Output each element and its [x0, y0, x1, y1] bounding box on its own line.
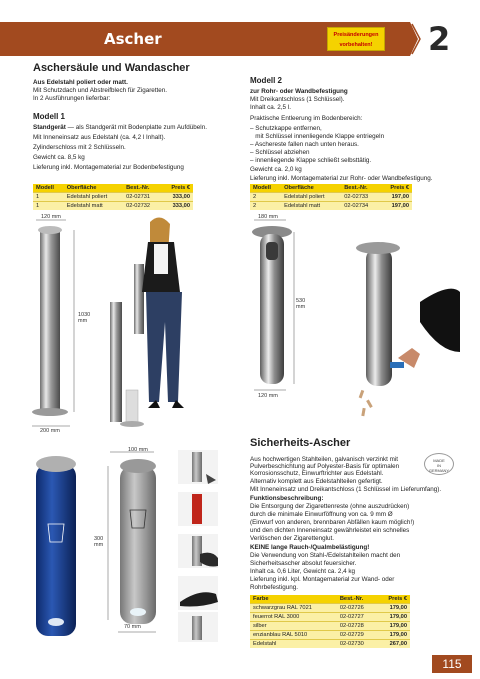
- table-row: [250, 631, 410, 640]
- model1-line-3: Zylinderschloss mit 2 Schlüsseln.: [33, 144, 126, 151]
- badge-line-1: Preisänderungen: [333, 32, 379, 38]
- table-cell: 333,00: [161, 193, 193, 202]
- model1-line-2: Mit Inneneinsatz aus Edelstahl (ca. 4,2 l Inhalt).: [33, 134, 166, 141]
- table-cell: 2: [250, 202, 281, 211]
- table-cell: 267,00: [377, 640, 410, 649]
- table-cell: Edelstahl matt: [64, 202, 123, 211]
- smoke-line-4: Lieferung inkl. kpl. Montagematerial zur Wand- oder: [250, 576, 395, 583]
- table2-header-model: Modell: [250, 184, 281, 193]
- smoke-title: KEINE lange Rauch-/Qualmbelästigung!: [250, 544, 370, 551]
- table-cell: enzianblau RAL 5010: [250, 631, 337, 640]
- safety-line-5: Mit Inneneinsatz und Dreikantschloss (1 Schlüssel im Lieferumfang).: [250, 486, 442, 493]
- made-in-germany-seal: [424, 453, 454, 475]
- emptying-line-5: – innenliegende Klappe schließt selbsttätig.: [250, 157, 372, 164]
- seal-line-3: GERMANY: [428, 468, 450, 473]
- table3-header-color: Farbe: [250, 595, 337, 604]
- table-row: [250, 202, 412, 211]
- dimension-top-left: 120 mm: [41, 214, 61, 220]
- safety-line-1: Aus hochwertigen Stahlteilen, galvanisch verzinkt mit: [250, 456, 399, 463]
- intro-line-1: Mit Schutzdach und Abstreifblech für Zigaretten.: [33, 87, 168, 94]
- table-cell: 02-02728: [337, 622, 377, 631]
- function-line-1: Die Entsorgung der Zigarettenreste (ohne auszudrücken): [250, 503, 410, 510]
- table-cell: Edelstahl poliert: [64, 193, 123, 202]
- page-title: Ascher: [104, 30, 162, 48]
- safety-line-4: Alternativ komplett aus Edelstahlteilen gefertigt.: [250, 478, 383, 485]
- table-cell: schwarzgrau RAL 7021: [250, 604, 337, 613]
- table-cell: 02-02726: [337, 604, 377, 613]
- safety-line-2: Pulverbeschichtung auf Polyester-Basis für optimalen: [250, 463, 400, 470]
- price-table-safety: [250, 595, 410, 648]
- table1-header-surface: Oberfläche: [64, 184, 123, 193]
- table-cell: 02-02727: [337, 613, 377, 622]
- table-row: [33, 202, 193, 211]
- table-cell: 333,00: [161, 202, 193, 211]
- price-table-model1: [33, 184, 193, 210]
- table-cell: 197,00: [380, 193, 412, 202]
- smoke-line-2: Sicherheitsascher absolut feuersicher.: [250, 560, 357, 567]
- function-line-2: durch die minimale Einwurföffnung von ca. 9 mm Ø: [250, 511, 393, 518]
- table-cell: 02-02734: [341, 202, 380, 211]
- function-line-5: Verlöschen der Zigarettenglut.: [250, 535, 335, 542]
- model2-weight: Gewicht ca. 2,0 kg: [250, 166, 302, 173]
- smoke-line-5: Rohrbefestigung.: [250, 584, 298, 591]
- smoke-line-1: Die Verwendung von Stahl-/Edelstahlteilen macht den: [250, 552, 401, 559]
- table-row: [250, 193, 412, 202]
- section-title-left: Aschersäule und Wandascher: [33, 62, 190, 74]
- model2-line-2: Mit Dreikantschloss (1 Schlüssel).: [250, 96, 345, 103]
- seal-line-1: MADE: [433, 458, 445, 463]
- emptying-line-3: – Aschereste fallen nach unten heraus.: [250, 141, 359, 148]
- ashtray-column-photo: [30, 212, 230, 437]
- header-bar: [0, 22, 480, 56]
- table2-header-price: Preis €: [380, 184, 412, 193]
- smoke-line-3: Inhalt ca. 0,6 Liter, Gewicht ca. 2,4 kg: [250, 568, 356, 575]
- table3-header-price: Preis €: [377, 595, 410, 604]
- emptying-line-1: – Schutzkappe entfernen,: [250, 125, 322, 132]
- dimension-top-safety: 100 mm: [128, 447, 148, 453]
- table-cell: 179,00: [377, 622, 410, 631]
- table-cell: Edelstahl matt: [281, 202, 341, 211]
- table-cell: 02-02732: [123, 202, 161, 211]
- intro-bold: Aus Edelstahl poliert oder matt.: [33, 79, 128, 86]
- table-cell: 02-02733: [341, 193, 380, 202]
- table-cell: 1: [33, 193, 64, 202]
- table-cell: feuerrot RAL 3000: [250, 613, 337, 622]
- seal-line-2: IN: [437, 463, 441, 468]
- dimension-height-left: 1030 mm: [78, 312, 91, 324]
- table-row: [33, 193, 193, 202]
- table-cell: 1: [33, 202, 64, 211]
- dimension-height-right: 530 mm: [296, 298, 306, 310]
- intro-line-2: In 2 Ausführungen lieferbar:: [33, 95, 111, 102]
- table-cell: 179,00: [377, 631, 410, 640]
- table-cell: 197,00: [380, 202, 412, 211]
- table3-header-number: Best.-Nr.: [337, 595, 377, 604]
- safety-ashtray-photos: [30, 444, 240, 644]
- dimension-base-safety: 70 mm: [124, 624, 141, 630]
- model2-title: Modell 2: [250, 76, 283, 85]
- table-row: [250, 640, 410, 649]
- dimension-base-right: 120 mm: [258, 393, 278, 399]
- dimension-base-left: 200 mm: [40, 428, 60, 434]
- table-cell: 02-02729: [337, 631, 377, 640]
- table-cell: Edelstahl poliert: [281, 193, 341, 202]
- model2-delivery: Lieferung inkl. Montagematerial zur Rohr- oder Wandbefestigung.: [250, 175, 433, 182]
- badge-line-2: vorbehalten!: [339, 42, 373, 48]
- emptying-title: Praktische Entleerung im Bodenbereich:: [250, 115, 363, 122]
- model1-line-5: Lieferung inkl. Montagematerial zur Bodenbefestigung: [33, 164, 184, 171]
- table-cell: 179,00: [377, 604, 410, 613]
- table1-header-model: Modell: [33, 184, 64, 193]
- emptying-line-4: – Schlüssel abziehen: [250, 149, 310, 156]
- dimension-top-right: 180 mm: [258, 214, 278, 220]
- table-cell: Edelstahl: [250, 640, 337, 649]
- table-row: [250, 613, 410, 622]
- table-cell: silber: [250, 622, 337, 631]
- price-notice-badge: [327, 27, 385, 51]
- function-line-3: (Einwurf von anderen, brennbaren Abfällen kaum möglich!): [250, 519, 415, 526]
- function-line-4: und den dichten Inneneinsatz gewährleistet ein schnelles: [250, 527, 410, 534]
- model2-line-3: Inhalt ca. 2,5 l.: [250, 104, 291, 111]
- table-cell: 02-02731: [123, 193, 161, 202]
- model1-line-4: Gewicht ca. 8,5 kg: [33, 154, 85, 161]
- model1-line-1: Standgerät — als Standgerät mit Bodenplatte zum Aufdübeln.: [33, 124, 207, 131]
- table1-header-price: Preis €: [161, 184, 193, 193]
- table1-header-number: Best.-Nr.: [123, 184, 161, 193]
- safety-line-3: Korrosionsschutz, Einwurftrichter aus Edelstahl.: [250, 470, 384, 477]
- table-row: [250, 622, 410, 631]
- wall-ashtray-photo: [250, 212, 460, 422]
- table2-header-number: Best.-Nr.: [341, 184, 380, 193]
- safety-title: Sicherheits-Ascher: [250, 437, 351, 449]
- page-number: 115: [432, 655, 472, 673]
- table-cell: 179,00: [377, 613, 410, 622]
- dimension-height-safety: 300 mm: [94, 536, 104, 548]
- price-table-model2: [250, 184, 412, 210]
- table2-header-surface: Oberfläche: [281, 184, 341, 193]
- table-cell: 02-02730: [337, 640, 377, 649]
- function-title: Funktionsbeschreibung:: [250, 495, 324, 502]
- emptying-line-2: mit Schlüssel innenliegende Klappe entriegeln: [250, 133, 385, 140]
- chapter-number: 2: [428, 20, 451, 58]
- model2-line-1: zur Rohr- oder Wandbefestigung: [250, 88, 348, 95]
- table-row: [250, 604, 410, 613]
- model1-title: Modell 1: [33, 112, 66, 121]
- model1-line-1-text: als Standgerät mit Bodenplatte zum Aufdübeln.: [75, 124, 207, 131]
- table-cell: 2: [250, 193, 281, 202]
